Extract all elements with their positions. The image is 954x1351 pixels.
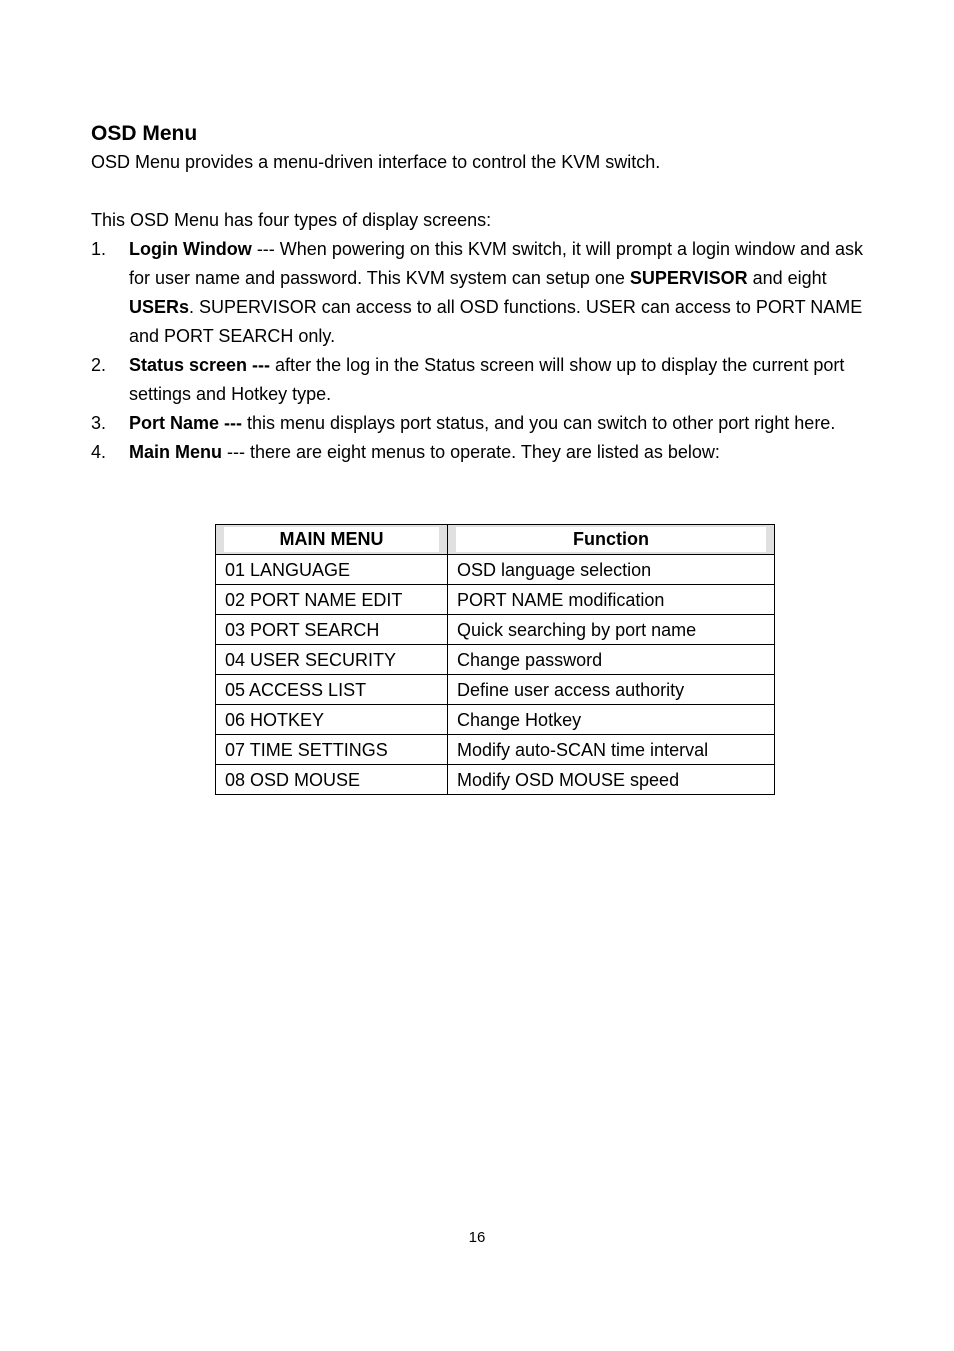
list-item-desc: after the log in the Status screen will show up to display the current port settings and Hotkey type. bbox=[129, 355, 845, 404]
menu-cell: 04 USER SECURITY bbox=[216, 645, 448, 675]
list-item-desc: --- there are eight menus to operate. They are listed as below: bbox=[222, 442, 720, 462]
menu-cell: 02 PORT NAME EDIT bbox=[216, 585, 448, 615]
term-main-menu: Main Menu bbox=[129, 442, 222, 462]
menu-cell: 05 ACCESS LIST bbox=[216, 675, 448, 705]
list-item-desc: this menu displays port status, and you can switch to other port right here. bbox=[242, 413, 836, 433]
function-cell: Quick searching by port name bbox=[448, 615, 775, 645]
types-intro-paragraph: This OSD Menu has four types of display screens: bbox=[91, 210, 492, 230]
header-function bbox=[448, 525, 775, 555]
header-main-menu bbox=[216, 525, 448, 555]
function-cell: Change Hotkey bbox=[448, 705, 775, 735]
list-item-desc: . SUPERVISOR can access to all OSD functions. USER can access to PORT NAME and PORT SEARCH only. bbox=[129, 297, 863, 346]
function-cell: Modify OSD MOUSE speed bbox=[448, 765, 775, 795]
list-item-desc: and eight bbox=[747, 268, 827, 288]
list-item bbox=[91, 235, 871, 351]
list-item-text bbox=[129, 239, 863, 346]
display-screens-list bbox=[91, 235, 871, 467]
list-item-text bbox=[129, 442, 720, 462]
table-row bbox=[216, 765, 775, 795]
function-cell: Define user access authority bbox=[448, 675, 775, 705]
list-item bbox=[91, 409, 871, 438]
menu-cell: 01 LANGUAGE bbox=[216, 555, 448, 585]
table-row bbox=[216, 645, 775, 675]
table-row bbox=[216, 735, 775, 765]
term-login-window: Login Window bbox=[129, 239, 252, 259]
page-number: 16 bbox=[468, 1229, 486, 1246]
list-item-number: 1. bbox=[91, 239, 107, 259]
section-heading: OSD Menu bbox=[91, 122, 198, 145]
function-cell: Change password bbox=[448, 645, 775, 675]
menu-cell: 07 TIME SETTINGS bbox=[216, 735, 448, 765]
intro-paragraph: OSD Menu provides a menu-driven interface to control the KVM switch. bbox=[91, 152, 661, 172]
table-row bbox=[216, 675, 775, 705]
table-row bbox=[216, 585, 775, 615]
list-item-number: 2. bbox=[91, 355, 107, 375]
list-item bbox=[91, 438, 871, 467]
function-cell: Modify auto-SCAN time interval bbox=[448, 735, 775, 765]
header-function-label: Function bbox=[456, 527, 766, 552]
menu-cell: 03 PORT SEARCH bbox=[216, 615, 448, 645]
list-item-text bbox=[129, 355, 844, 404]
main-menu-table bbox=[215, 524, 775, 795]
table-header-row bbox=[216, 525, 775, 555]
table-row bbox=[216, 615, 775, 645]
header-main-menu-label: MAIN MENU bbox=[224, 527, 439, 552]
term-users: USERs bbox=[129, 297, 190, 317]
list-item-text bbox=[129, 413, 835, 433]
table-row bbox=[216, 555, 775, 585]
function-cell: PORT NAME modification bbox=[448, 585, 775, 615]
list-item-number: 3. bbox=[91, 413, 107, 433]
term-port-name: Port Name --- bbox=[129, 413, 243, 433]
term-status-screen: Status screen --- bbox=[129, 355, 271, 375]
menu-cell: 06 HOTKEY bbox=[216, 705, 448, 735]
list-item bbox=[91, 351, 871, 409]
list-item-number: 4. bbox=[91, 442, 107, 462]
function-cell: OSD language selection bbox=[448, 555, 775, 585]
menu-cell: 08 OSD MOUSE bbox=[216, 765, 448, 795]
term-supervisor: SUPERVISOR bbox=[629, 268, 748, 288]
table-row bbox=[216, 705, 775, 735]
list-item-desc: --- When powering on this KVM switch, it will prompt a login window and ask for user name and password. This KVM system can setup one bbox=[129, 239, 864, 288]
